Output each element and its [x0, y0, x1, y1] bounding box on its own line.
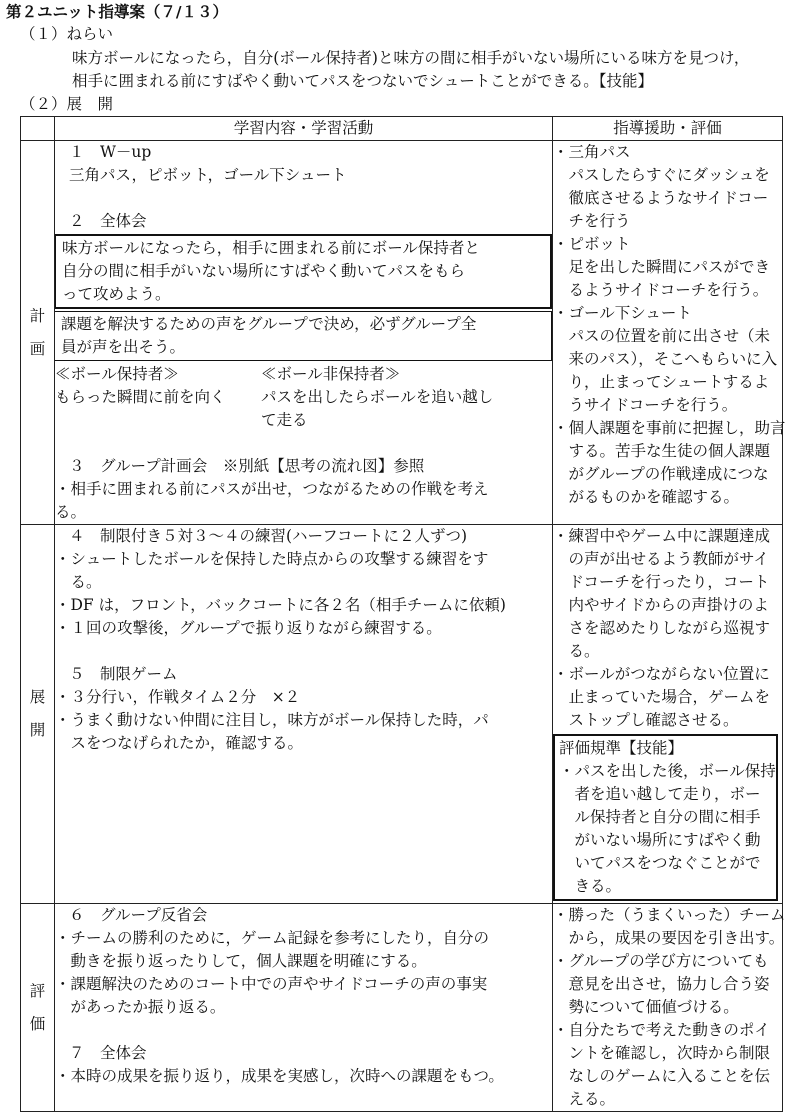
support-line: 足を出した瞬間にパスができ [553, 258, 771, 276]
support-line: ドコーチを行ったり，コート [553, 573, 770, 591]
phase-plan [21, 141, 55, 525]
support-line: ・ピボット [553, 235, 631, 253]
role-texts [55, 386, 552, 432]
nonholder-label: ≪ボール非保持者≫ [261, 365, 401, 383]
evaluation-line: ・パスを出した後，ボール保持 [559, 762, 776, 780]
support-line: パスの位置を前に出させ（未 [553, 327, 771, 345]
activity-item-4-detail: ・DF は，フロント，バックコートに各２名（相手チームに依頼) [55, 596, 506, 614]
support-line: ・個人課題を事前に把握し，助言 [553, 419, 786, 437]
document-title: 第２ユニット指導案（７/１３） [6, 3, 229, 21]
table-row-develop [21, 525, 783, 904]
phase-char: 評 [29, 981, 46, 1000]
phase-char: 開 [29, 721, 46, 739]
aim-line: 相手に囲まれる前にすばやく動いてパスをつないでシュートことができる。【技能】 [72, 72, 653, 90]
support-line: 徹底させるようなサイドコー [553, 189, 769, 207]
support-line: ・練習中やゲーム中に課題達成 [553, 527, 771, 545]
support-line: 内やサイドからの声掛けのよ [553, 596, 769, 614]
activity-item-5-detail: スをつなげられたか，確認する。 [55, 734, 304, 752]
holder-label: ≪ボール保持者≫ [55, 365, 179, 383]
activity-item-6: ６ グループ反省会 [69, 906, 208, 924]
support-line: る。 [553, 642, 600, 660]
phase-char: 計 [29, 306, 46, 325]
evaluation-line: いてパスをつなぐことがで [559, 854, 761, 872]
support-line: 意見を出させ，協力し合う姿 [553, 975, 770, 993]
support-line: がるものかを確認する。 [553, 488, 740, 506]
header-phase [21, 117, 55, 141]
support-line: るようサイドコーチを行う。 [553, 281, 769, 299]
header-support: 指導援助・評価 [553, 117, 783, 141]
table-header-row [21, 117, 783, 141]
support-line: ・ボールがつながらない位置に [553, 665, 770, 683]
section-heading-development: （２）展 開 [20, 95, 114, 113]
support-line: パスしたらすぐにダッシュを [553, 166, 770, 184]
goal-line: 自分の間に相手がいない場所にすばやく動いてパスをもら [62, 262, 466, 280]
develop-support [553, 525, 783, 904]
support-line: さを認めたりしながら巡視す [553, 619, 771, 637]
support-line: なしのゲームに入ることを伝 [553, 1067, 771, 1085]
activity-item-1: １ W－up [69, 143, 152, 161]
develop-activities [55, 525, 553, 904]
plan-support [553, 141, 786, 525]
lesson-plan-table [20, 116, 786, 1112]
voice-task-line: 員が声を出そう。 [61, 338, 186, 356]
voice-task-line: 課題を解決するための声をグループで決め，必ずグループ全 [61, 315, 477, 333]
evaluation-line: 者を追い越して走り，ボー [559, 785, 761, 803]
support-line: うサイドコーチを行う。 [553, 396, 738, 414]
support-line: がグループの作戦達成につな [553, 465, 769, 483]
support-line: 来のパス），そこへもらいに入 [553, 350, 778, 368]
support-line: ・自分たちで考えた動きのポイ [553, 1021, 770, 1039]
activity-item-6-detail: 動きを振り返ったりして，個人課題を明確にする。 [55, 952, 427, 970]
activity-item-7: ７ 全体会 [69, 1044, 147, 1062]
support-line: する。苦手な生徒の個人課題 [553, 442, 771, 460]
role-labels [55, 363, 552, 386]
review-activities [55, 904, 553, 1112]
evaluation-line: がいない場所にすばやく動 [559, 831, 761, 849]
activity-item-3-detail: る。 [55, 503, 87, 521]
support-line: ・三角パス [553, 143, 631, 161]
support-line: り，止まってシュートするよ [553, 373, 770, 391]
activity-item-5-detail: ・うまく動けない仲間に注目し，味方がボール保持した時，パ [55, 711, 489, 729]
aim-text [72, 47, 784, 93]
goal-line: って攻めよう。 [62, 285, 171, 303]
phase-char: 展 [29, 688, 46, 706]
phase-char: 価 [29, 1014, 46, 1033]
phase-review [21, 904, 55, 1112]
goal-box [54, 234, 552, 309]
activity-item-4-detail: ・シュートしたボールを保持した時点からの攻撃する練習をす [55, 550, 489, 568]
activity-item-4-detail: る。 [55, 573, 102, 591]
support-line: ントを確認し，次時から制限 [553, 1044, 771, 1062]
activity-item-5: ５ 制限ゲーム [69, 665, 178, 683]
support-line: ・グループの学び方についても [553, 952, 769, 970]
activity-item-7-detail: ・本時の成果を振り返り，成果を実感し，次時への課題をもつ。 [55, 1067, 504, 1085]
activity-item-6-detail: ・チームの勝利のために，ゲーム記録を参考にしたり，自分の [55, 929, 490, 947]
plan-activities [55, 141, 553, 525]
header-activities: 学習内容・学習活動 [55, 117, 553, 141]
nonholder-text: て走る [261, 411, 308, 429]
phase-develop [21, 525, 55, 904]
support-line: ストップし確認させる。 [553, 711, 739, 729]
aim-line: 味方ボールになったら，自分(ボール保持者)と味方の間に相手がいない場所にいる味方を見つけ， [72, 49, 750, 67]
activity-item-4-detail: ・１回の攻撃後，グループで振り返りながら練習する。 [55, 619, 442, 637]
evaluation-line: きる。 [559, 877, 622, 895]
evaluation-line: ル保持者と自分の間に相手 [559, 808, 761, 826]
activity-item-5-detail: ・３分行い，作戦タイム２分 ×２ [55, 688, 301, 706]
voice-task-box [54, 311, 552, 361]
activity-item-6-detail: があったか振り返る。 [55, 998, 226, 1016]
support-line: チを行う [553, 212, 631, 230]
activity-item-2: ２ 全体会 [69, 212, 147, 230]
support-line: ・ゴール下シュート [553, 304, 692, 322]
evaluation-title: 評価規準【技能】 [559, 739, 684, 757]
support-line: ・勝った（うまくいった）チーム [553, 906, 786, 924]
holder-text: もらった瞬間に前を向く [55, 388, 226, 406]
activity-item-6-detail: ・課題解決のためのコート中での声やサイドコーチの声の事実 [55, 975, 488, 993]
activity-item-3-detail: ・相手に囲まれる前にパスが出せ，つながるための作戦を考え [55, 480, 489, 498]
support-line: 止まっていた場合，ゲームを [553, 688, 771, 706]
goal-line: 味方ボールになったら，相手に囲まれる前にボール保持者と [62, 239, 480, 257]
support-line: の声が出せるよう教師がサイ [553, 550, 769, 568]
phase-char: 画 [29, 339, 46, 358]
table-row-plan [21, 141, 783, 525]
evaluation-criteria-box [553, 734, 778, 901]
activity-item-3: ３ グループ計画会 ※別紙【思考の流れ図】参照 [69, 457, 425, 475]
review-support [553, 904, 786, 1112]
support-line: える。 [553, 1090, 616, 1108]
support-line: から，成果の要因を引き出す。 [553, 929, 785, 947]
activity-item-4: ４ 制限付き５対３～４の練習(ハーフコートに２人ずつ) [69, 527, 468, 545]
nonholder-text: パスを出したらボールを追い越し [261, 388, 494, 406]
activity-item-1-detail: 三角パス，ピボット，ゴール下シュート [69, 166, 347, 184]
section-heading-aim: （１）ねらい [20, 25, 114, 43]
support-line: 勢について価値づける。 [553, 998, 739, 1016]
table-row-review [21, 904, 783, 1112]
